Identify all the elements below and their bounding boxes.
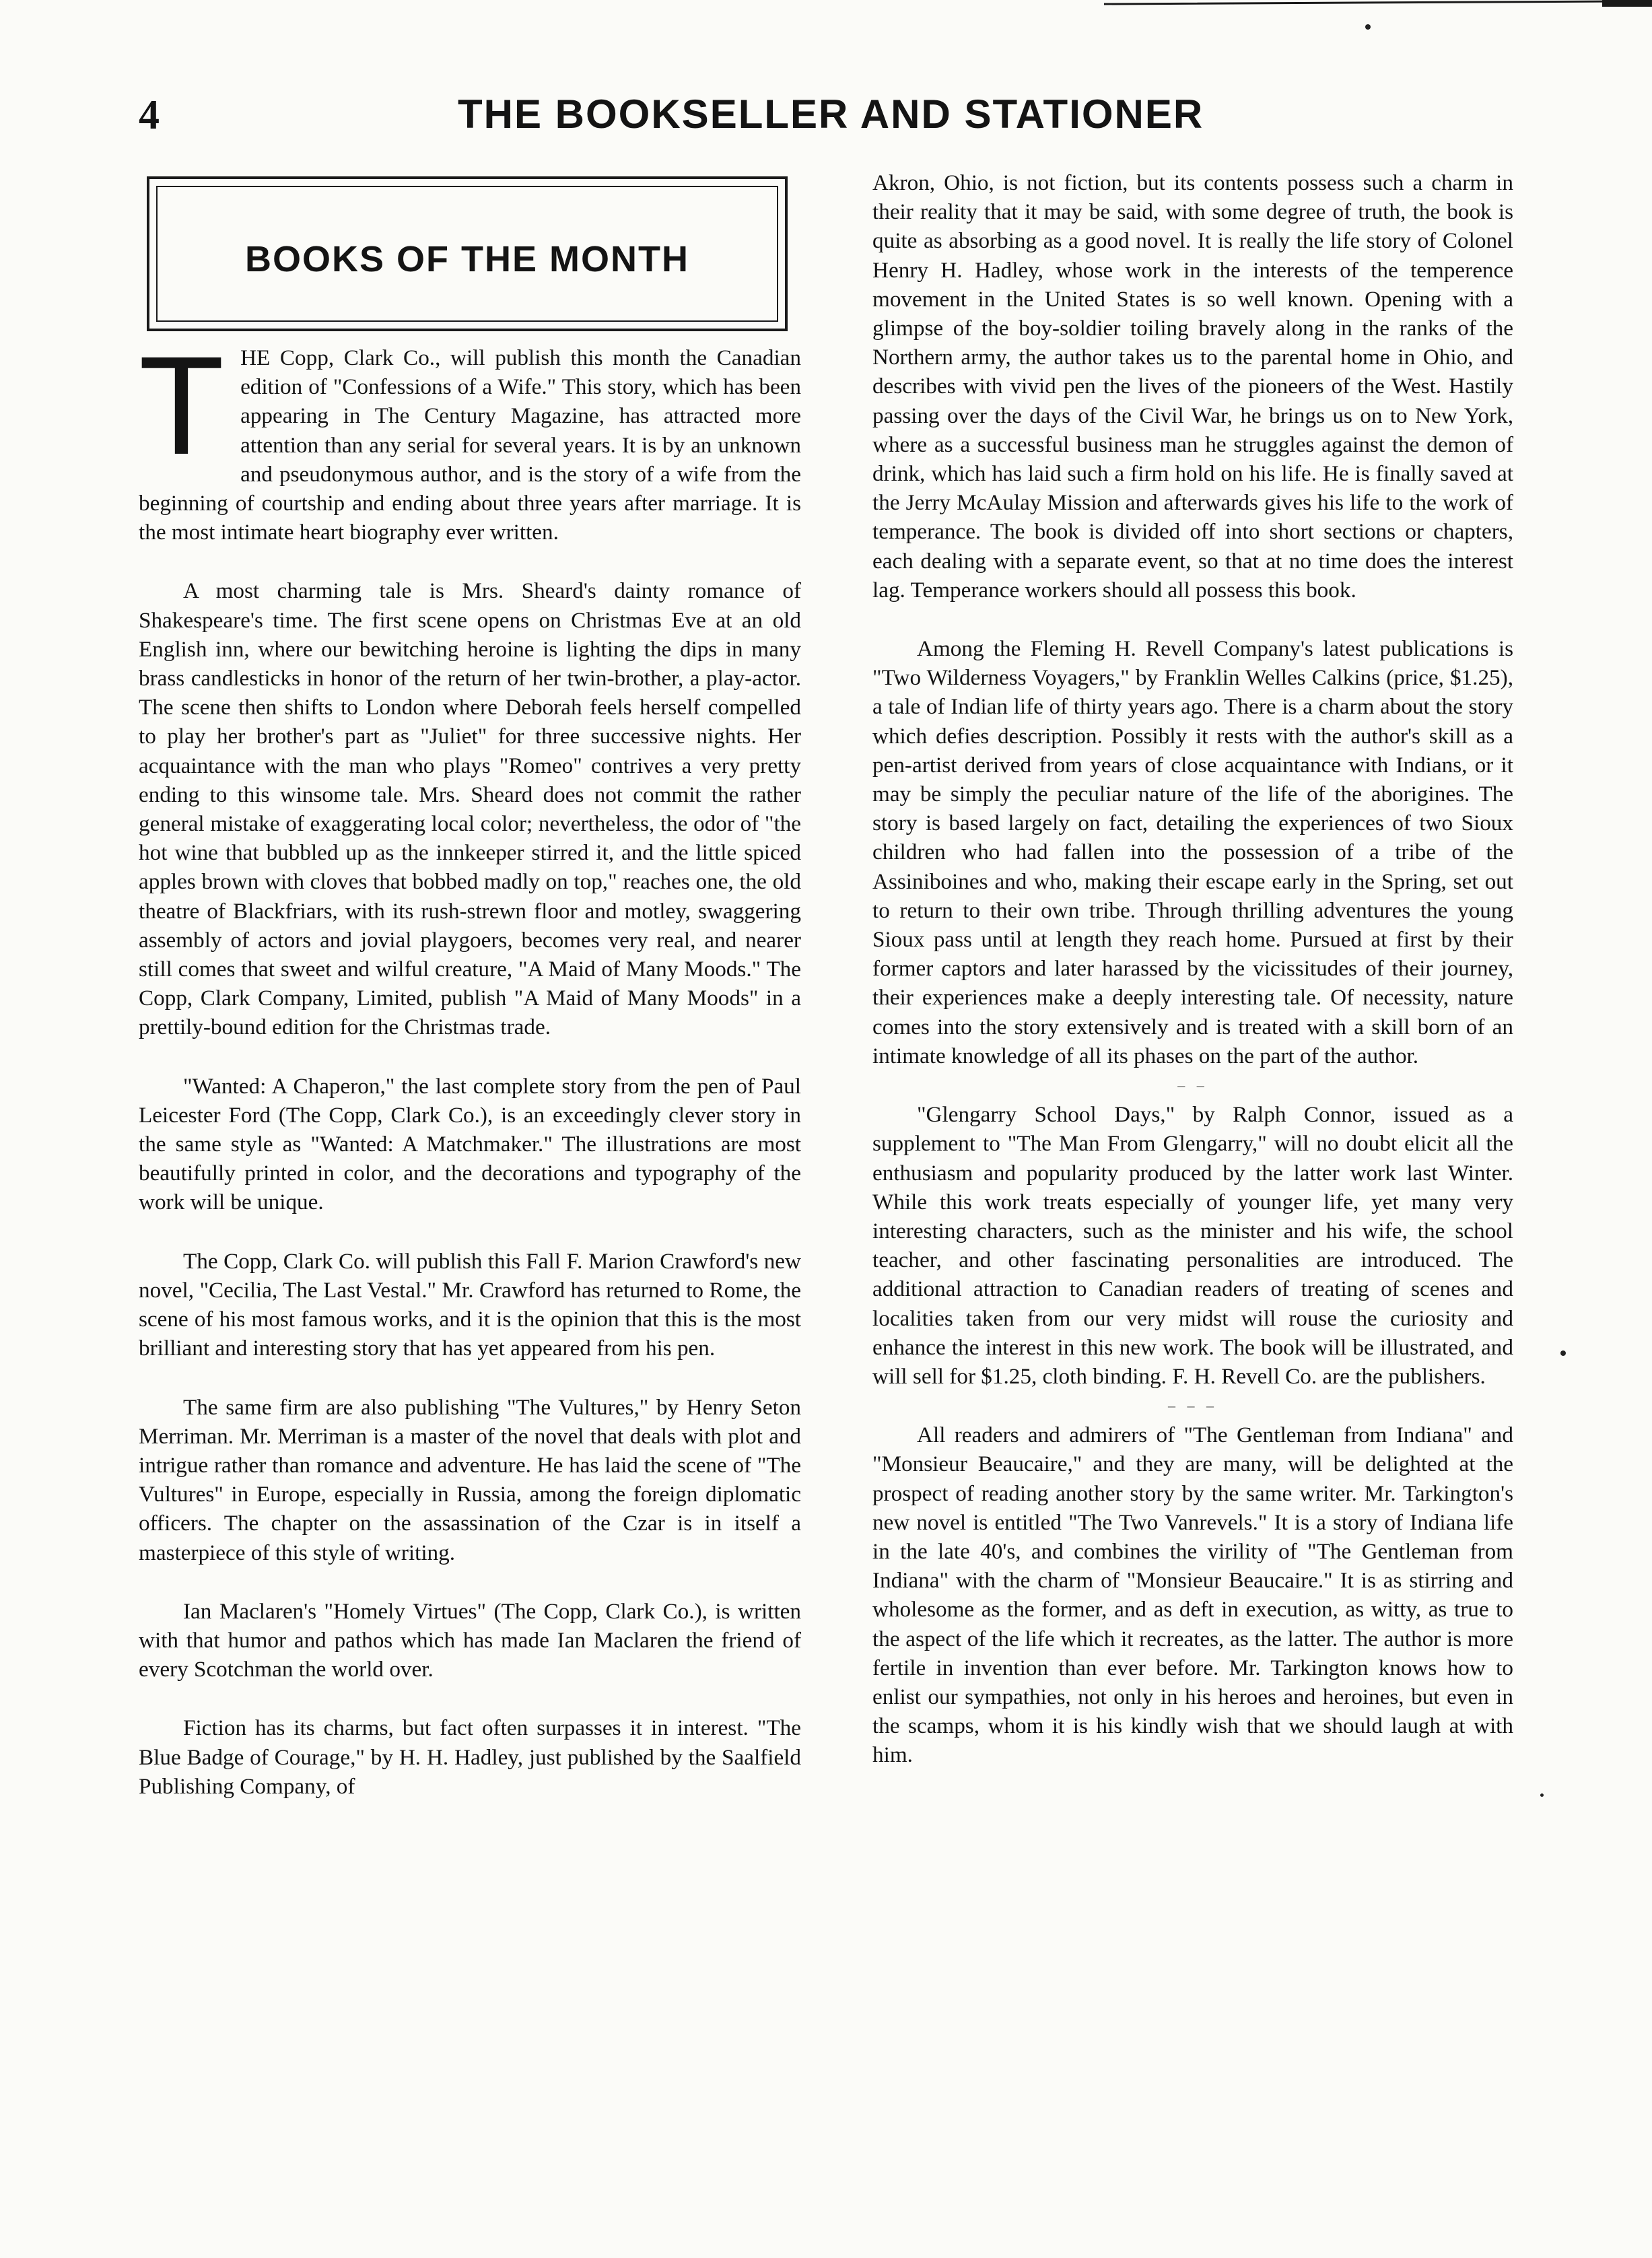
paragraph-two-wilderness-voyagers: Among the Fleming H. Revell Company's latest publications is "Two Wilderness Voyagers," by Franklin Welles Calkins (price, $1.25), a tale of Indian life of thirty years ago. There is a charm about the story which defies description. Possibly it rests with the author's skill as a pen-artist derived from years of close acquaintance with Indians, or it may be simply the peculiar nature of the life of the aborigines. The story is based largely on fact, detailing the experiences of two Sioux children who had fallen into the possession of a tribe of the Assiniboines and who, making their escape early in the Spring, set out to return to their own tribe. Through thrilling adventures the young Sioux pass until at length they reach home. Pursued at first by their former captors and later harassed by the vicissitudes of their journey, their experiences make a deeply interesting tale. Of necessity, nature comes into the story extensively and is treated with a skill born of an intimate knowledge of all its phases on the part of the author. [872, 636, 1513, 1068]
running-head: THE BOOKSELLER AND STATIONER [458, 92, 1204, 137]
paragraph-text: HE Copp, Clark Co., will publish this month the Canadian edition of "Confessions of a Wife." This story, which has been appearing in The Century Magazine, has attracted more attention than any serial for several years. It is by an unknown and pseudonymous author, and is the story of a wife from the beginning of courtship and ending about three years after marriage. It is the most intimate heart biography ever written. [139, 345, 801, 545]
paragraph-glengarry-school-days: "Glengarry School Days," by Ralph Connor, issued as a supplement to "The Man From Glengarry," will no doubt elicit all the enthusiasm and popularity produced by the latter work last Winter. While this work treats especially of younger life, yet many very interesting characters, such as the minister and his wife, the school teacher, and other fascinating personalities are introduced. The additional attraction to Canadian readers of treating of scenes and localities taken from our very midst will rouse the curiosity and enhance the interest in this new work. The book will be illustrated, and will sell for $1.25, cloth binding. F. H. Revell Co. are the publishers. [872, 1102, 1513, 1389]
top-edge-rule [0, 0, 1652, 13]
print-speck [1365, 24, 1371, 30]
paragraph-blue-badge-continued: Akron, Ohio, is not fiction, but its contents possess such a charm in their reality that it may be said, with some degree of truth, the book is quite as absorbing as a good novel. It is really the life story of Colonel Henry H. Hadley, whose work in the interests of the temperence movement in the United States is so well known. Opening with a glimpse of the boy-soldier toiling bravely along in the ranks of the Northern army, the author takes us to the parental home in Ohio, and describes with vivid pen the lives of the pioneers of the West. Hastily passing over the days of the Civil War, he brings us on to New York, where as a successful business man he struggles against the demon of drink, which has laid such a firm hold on his life. He is finally saved at the Jerry McAulay Mission and afterwards gives his life to the work of temperance. The book is divided off into short sections or chapters, each dealing with a separate event, so that at no time does the interest lag. Temperance workers should all possess this book. [872, 170, 1513, 603]
right-column [872, 168, 1513, 1770]
paragraph-two-vanrevels: All readers and admirers of "The Gentleman from Indiana" and "Monsieur Beaucaire," and they are many, will be delighted at the prospect of reading another story by the same writer. Mr. Tarkington's new novel is entitled "The Two Vanrevels." It is a story of Indiana life in the late 40's, and combines the virility of "The Gentleman from Indiana" with the charm of "Monsieur Beaucaire." It is as stirring and wholesome as the former, and as deft in execution, as witty, as true to the aspect of the life which it recreates, as the latter. The author is more fertile in invention than ever before. Mr. Tarkington knows how to enlist our sympathies, not only in his heroes and heroines, but even in the scamps, whom it is his kindly wish that we should laugh at with him. [872, 1423, 1513, 1768]
paragraph-cecilia: The Copp, Clark Co. will publish this Fall F. Marion Crawford's new novel, "Cecilia, The Last Vestal." Mr. Crawford has returned to Rome, the scene of his most famous works, and it is the opinion that this is the most brilliant and interesting story that has yet appeared from his pen. [139, 1248, 801, 1361]
paragraph-blue-badge-start: Fiction has its charms, but fact often surpasses it in interest. "The Blue Badge of Courage," by H. H. Hadley, just published by the Saalfield Publishing Company, of [139, 1715, 801, 1799]
section-title-box [147, 176, 788, 331]
separator-dash: – – [1177, 1076, 1208, 1094]
paragraph-homely-virtues: Ian Maclaren's "Homely Virtues" (The Copp, Clark Co.), is written with that humor and pathos which has made Ian Maclaren the friend of every Scotchman the world over. [139, 1598, 801, 1682]
drop-cap: T [139, 328, 225, 484]
left-column [139, 328, 801, 1801]
section-title: BOOKS OF THE MONTH [245, 239, 689, 279]
page-number: 4 [139, 92, 160, 138]
paragraph-confessions-of-a-wife [139, 328, 801, 547]
paragraph-the-vultures: The same firm are also publishing "The Vultures," by Henry Seton Merriman. Mr. Merriman is a master of the novel that deals with plot and intrigue rather than romance and adventure. He has laid the scene of "The Vultures" in Europe, especially in Russia, among the foreign diplomatic officers. The chapter on the assassination of the Czar is in itself a masterpiece of this style of writing. [139, 1394, 801, 1565]
paragraph-wanted-a-chaperon: "Wanted: A Chaperon," the last complete story from the pen of Paul Leicester Ford (The Copp, Clark Co.), is an exceedingly clever story in the same style as "Wanted: A Matchmaker." The illustrations are most beautifully printed in color, and the decorations and typography of the work will be unique. [139, 1073, 801, 1215]
paragraph-maid-of-many-moods: A most charming tale is Mrs. Sheard's dainty romance of Shakespeare's time. The first scene opens on Christmas Eve at an old English inn, where our bewitching heroine is lighting the dips in many brass candlesticks in honor of the return of her twin-brother, a play-actor. The scene then shifts to London where Deborah feels herself compelled to play her brother's part as "Juliet" for three successive nights. Her acquaintance with the man who plays "Romeo" contrives a very pretty ending to this winsome tale. Mrs. Sheard does not commit the rather general mistake of exaggerating local color; nevertheless, the odor of "the hot wine that bubbled up as the innkeeper stirred it, and the little spiced apples brown with cloves that bobbed madly on top," reaches one, the old theatre of Blackfriars, with its rush-strewn floor and motley, swaggering assembly of actors and jovial playgoers, becomes very real, and nearer still comes that sweet and wilful creature, "A Maid of Many Moods." The Copp, Clark Company, Limited, publish "A Maid of Many Moods" in a prettily-bound edition for the Christmas trade. [139, 578, 801, 1040]
print-speck [1560, 1350, 1566, 1356]
print-speck [1540, 1793, 1544, 1797]
separator-dash: – – – [1168, 1397, 1218, 1414]
